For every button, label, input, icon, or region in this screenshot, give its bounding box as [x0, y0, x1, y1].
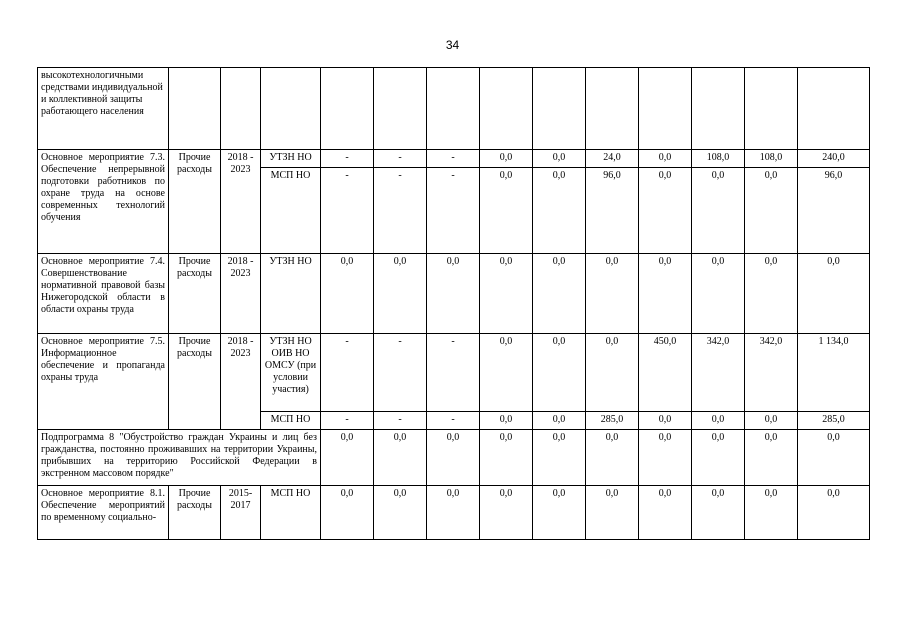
- expense-type: Прочие расходы: [169, 150, 221, 254]
- table-row: [38, 430, 870, 486]
- value-cell: 0,0: [480, 254, 533, 334]
- value-cell: -: [374, 168, 427, 254]
- value-cell: 0,0: [798, 486, 870, 540]
- value-cell: 0,0: [639, 430, 692, 486]
- value-cell: 0,0: [533, 334, 586, 412]
- value-cell: 0,0: [533, 430, 586, 486]
- value-cell: 96,0: [586, 168, 639, 254]
- value-cell: 108,0: [692, 150, 745, 168]
- expense-type: Прочие расходы: [169, 334, 221, 430]
- value-cell: 0,0: [639, 254, 692, 334]
- page-number: 34: [445, 38, 460, 52]
- value-cell: 0,0: [639, 150, 692, 168]
- expense-type: Прочие расходы: [169, 254, 221, 334]
- value-cell: 0,0: [745, 430, 798, 486]
- value-cell: 0,0: [586, 334, 639, 412]
- value-cell: 0,0: [427, 486, 480, 540]
- value-cell: 0,0: [533, 412, 586, 430]
- value-cell: 0,0: [321, 430, 374, 486]
- value-cell: 0,0: [480, 150, 533, 168]
- value-cell: 96,0: [798, 168, 870, 254]
- value-cell: 0,0: [586, 430, 639, 486]
- value-cell: 0,0: [374, 430, 427, 486]
- value-cell: 0,0: [798, 254, 870, 334]
- measure-name: высокотехнологичными средствами индивидуальной и коллективной защиты работающего населения: [38, 68, 169, 150]
- value-cell: 0,0: [692, 412, 745, 430]
- value-cell: -: [321, 334, 374, 412]
- executor: УТЗН НО: [261, 254, 321, 334]
- executor: МСП НО: [261, 412, 321, 430]
- expense-type: Прочие расходы: [169, 486, 221, 540]
- period: 2018 - 2023: [221, 254, 261, 334]
- executor: УТЗН НО ОИВ НО ОМСУ (при условии участия): [261, 334, 321, 412]
- period: 2018 - 2023: [221, 150, 261, 254]
- value-cell: -: [374, 412, 427, 430]
- value-cell: 285,0: [798, 412, 870, 430]
- value-cell: 0,0: [480, 486, 533, 540]
- executor: УТЗН НО: [261, 150, 321, 168]
- value-cell: 0,0: [427, 254, 480, 334]
- value-cell: -: [427, 150, 480, 168]
- table-row: [38, 150, 870, 168]
- value-cell: 0,0: [321, 254, 374, 334]
- value-cell: -: [321, 150, 374, 168]
- value-cell: 0,0: [480, 430, 533, 486]
- value-cell: 240,0: [798, 150, 870, 168]
- value-cell: 0,0: [533, 150, 586, 168]
- value-cell: 0,0: [639, 412, 692, 430]
- value-cell: -: [374, 334, 427, 412]
- value-cell: 108,0: [745, 150, 798, 168]
- value-cell: 0,0: [480, 334, 533, 412]
- value-cell: 0,0: [745, 412, 798, 430]
- subprogram-title: Подпрограмма 8 "Обустройство граждан Украины и лиц без гражданства, постоянно проживавших на территории Украины, прибывших на территорию Российской Федерации в экстренном массовом порядке": [38, 430, 321, 486]
- value-cell: 0,0: [745, 168, 798, 254]
- value-cell: -: [427, 168, 480, 254]
- value-cell: 0,0: [480, 168, 533, 254]
- value-cell: 0,0: [586, 254, 639, 334]
- value-cell: 285,0: [586, 412, 639, 430]
- value-cell: 450,0: [639, 334, 692, 412]
- period: 2015-2017: [221, 486, 261, 540]
- value-cell: 24,0: [586, 150, 639, 168]
- value-cell: 0,0: [639, 486, 692, 540]
- period: 2018 - 2023: [221, 334, 261, 430]
- value-cell: 0,0: [374, 254, 427, 334]
- value-cell: 0,0: [533, 254, 586, 334]
- value-cell: 0,0: [321, 486, 374, 540]
- value-cell: -: [321, 412, 374, 430]
- program-funding-table: [37, 67, 870, 540]
- table-row: [38, 68, 870, 150]
- value-cell: -: [427, 412, 480, 430]
- value-cell: 0,0: [745, 254, 798, 334]
- value-cell: -: [321, 168, 374, 254]
- value-cell: 0,0: [533, 486, 586, 540]
- value-cell: 1 134,0: [798, 334, 870, 412]
- value-cell: 0,0: [692, 430, 745, 486]
- executor: МСП НО: [261, 486, 321, 540]
- value-cell: 342,0: [745, 334, 798, 412]
- measure-name: Основное мероприятие 7.5. Информационное обеспечение и пропаганда охраны труда: [38, 334, 169, 430]
- measure-name: Основное мероприятие 8.1. Обеспечение мероприятий по временному социально-: [38, 486, 169, 540]
- measure-name: Основное мероприятие 7.4. Совершенствование нормативной правовой базы Нижегородской области в области охраны труда: [38, 254, 169, 334]
- executor: МСП НО: [261, 168, 321, 254]
- table-row: [38, 486, 870, 540]
- value-cell: 0,0: [692, 486, 745, 540]
- value-cell: 0,0: [745, 486, 798, 540]
- value-cell: -: [427, 334, 480, 412]
- measure-name: Основное мероприятие 7.3. Обеспечение непрерывной подготовки работников по охране труда на основе современных технологий обучения: [38, 150, 169, 254]
- value-cell: 0,0: [586, 486, 639, 540]
- value-cell: 0,0: [427, 430, 480, 486]
- value-cell: -: [374, 150, 427, 168]
- table-row: [38, 254, 870, 334]
- value-cell: 0,0: [692, 254, 745, 334]
- value-cell: 0,0: [533, 168, 586, 254]
- value-cell: 342,0: [692, 334, 745, 412]
- value-cell: 0,0: [692, 168, 745, 254]
- value-cell: 0,0: [639, 168, 692, 254]
- value-cell: 0,0: [480, 412, 533, 430]
- value-cell: 0,0: [798, 430, 870, 486]
- value-cell: 0,0: [374, 486, 427, 540]
- table-row: [38, 334, 870, 412]
